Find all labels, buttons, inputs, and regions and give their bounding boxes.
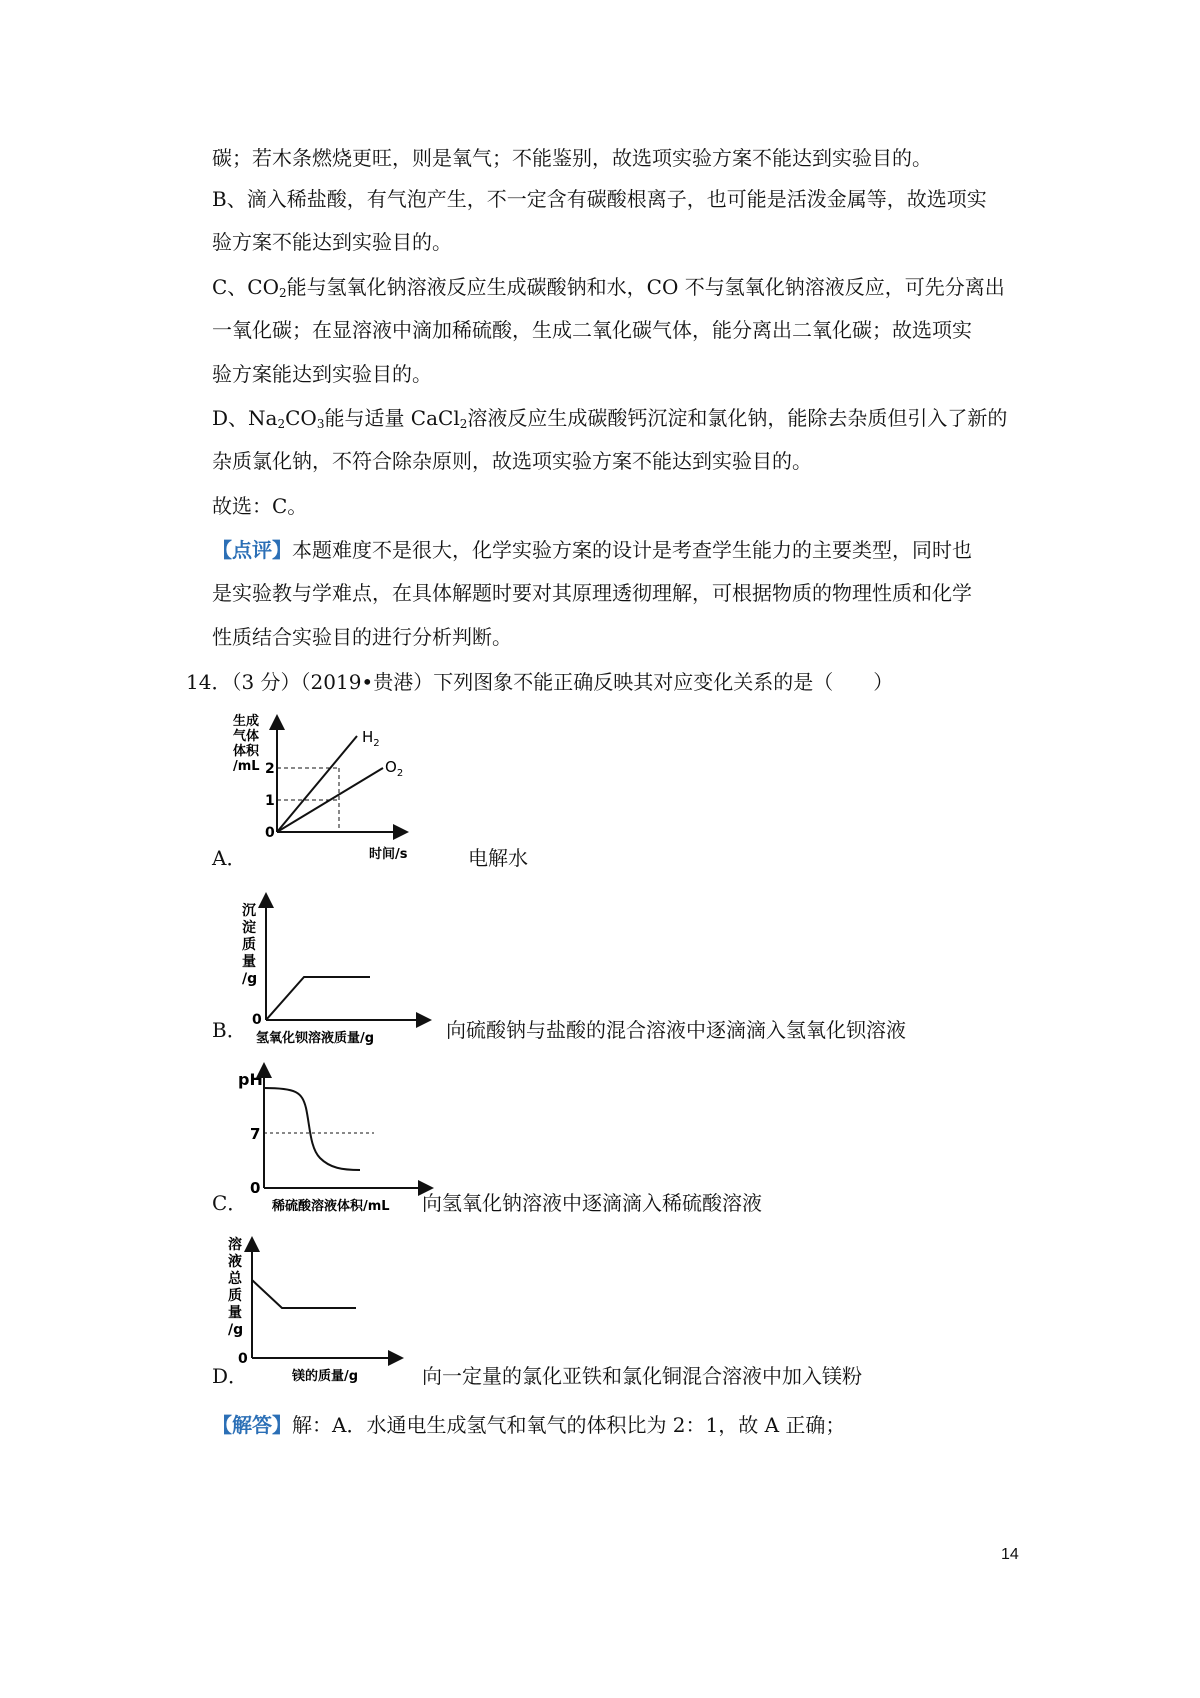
option-letter: D． [212,1364,249,1388]
page-number: 14 [1001,1546,1019,1563]
ylabel-line: /mL [233,759,260,774]
ylabel-char: 质 [228,1288,242,1304]
text-line: 是实验教与学难点，在具体解题时要对其原理透彻理解，可根据物质的物理性质和化学 [212,581,972,605]
text-line: 验方案不能达到实验目的。 [212,230,452,254]
ylabel-char: 溶 [228,1237,242,1253]
review-tag: 【点评】 [212,538,292,562]
tick-label: 0 [265,825,275,841]
text-span: 能与适量 CaCl [324,406,460,430]
tick-label: 0 [252,1012,262,1028]
question-stem: 14．（3 分）（2019•贵港）下列图象不能正确反映其对应变化关系的是（ ） [186,670,894,694]
ylabel-char: 质 [242,937,256,953]
chart-d [228,1234,418,1384]
option-letter: C． [212,1191,248,1215]
option-caption: 向硫酸钠与盐酸的混合溶液中逐滴滴入氢氧化钡溶液 [446,1018,906,1042]
tick-label: 7 [250,1125,261,1143]
text-line: 杂质氯化钠，不符合除杂原则，故选项实验方案不能达到实验目的。 [212,449,812,473]
ylabel-char: 淀 [242,920,256,936]
o2-label: $O_2$ [385,758,404,779]
ylabel: pH [238,1070,263,1089]
h2-line [277,736,357,832]
text-line: 故选：C。 [212,494,308,518]
ylabel-char: /g [242,971,258,987]
text-span: C、CO [212,275,280,299]
text-line: 一氧化碳；在显溶液中滴加稀硫酸，生成二氧化碳气体，能分离出二氧化碳；故选项实 [212,318,972,342]
ylabel-line: 气体 [233,729,260,744]
answer-tag: 【解答】 [212,1413,292,1437]
text-line: 验方案能达到实验目的。 [212,362,432,386]
text-span: 溶液反应生成碳酸钙沉淀和氯化钠，能除去杂质但引入了新的 [467,406,1008,430]
tick-label: 1 [265,793,275,809]
ylabel-char: 总 [228,1271,242,1287]
xlabel: 氢氧化钡溶液质量/g [256,1031,375,1046]
subscript: 2 [277,417,286,431]
ylabel-char: 量 [228,1305,242,1321]
subscript: 2 [459,417,468,431]
xlabel: 稀硫酸溶液体积/mL [272,1199,390,1214]
text-line [212,274,1005,306]
answer-text: 解：A．水通电生成氢气和氧气的体积比为 2：1，故 A 正确； [292,1413,846,1437]
review-line [212,537,972,563]
option-c [212,1190,247,1216]
text-line: 性质结合实验目的进行分析判断。 [212,625,512,649]
option-a [212,845,246,871]
answer-line [212,1412,845,1438]
chart-b [242,886,442,1048]
text-line: 碳；若木条燃烧更旺，则是氧气；不能鉴别，故选项实验方案不能达到实验目的。 [212,146,932,170]
option-letter: B． [212,1018,247,1042]
precipitate-curve [266,977,370,1020]
tick-label: 0 [238,1351,248,1367]
tick-label: 0 [250,1179,261,1197]
ylabel-line: 体积 [233,744,260,759]
text-span: 能与氢氧化钠溶液反应生成碳酸钠和水，CO 不与氢氧化钠溶液反应，可先分离出 [286,275,1005,299]
text-span: 本题难度不是很大，化学实验方案的设计是考查学生能力的主要类型，同时也 [292,538,972,562]
ylabel-char: 沉 [242,903,256,919]
ylabel-char: /g [228,1322,244,1338]
text-line [212,405,1007,437]
subscript: 3 [316,417,325,431]
option-caption: 向一定量的氯化亚铁和氯化铜混合溶液中加入镁粉 [422,1364,862,1388]
subscript: 2 [279,286,287,300]
text-span: CO [285,406,317,430]
mass-curve [252,1280,356,1308]
chart-c [238,1058,448,1216]
ylabel-line: 生成 [233,714,260,729]
tick-label: 2 [265,761,275,777]
h2-label: $H_2$ [362,728,380,749]
ph-curve [264,1088,360,1170]
chart-a [233,712,423,860]
text-line: B、滴入稀盐酸，有气泡产生，不一定含有碳酸根离子，也可能是活泼金属等，故选项实 [212,187,987,211]
xlabel: 时间/s [369,847,408,860]
option-caption: 电解水 [468,846,528,870]
option-caption: 向氢氧化钠溶液中逐滴滴入稀硫酸溶液 [422,1191,762,1215]
ylabel-char: 量 [242,954,256,970]
option-b [212,1017,247,1043]
option-d [212,1363,248,1389]
xlabel: 镁的质量/g [292,1369,359,1384]
option-letter: A． [212,846,247,870]
ylabel-char: 液 [228,1254,242,1270]
text-span: D、Na [212,406,278,430]
